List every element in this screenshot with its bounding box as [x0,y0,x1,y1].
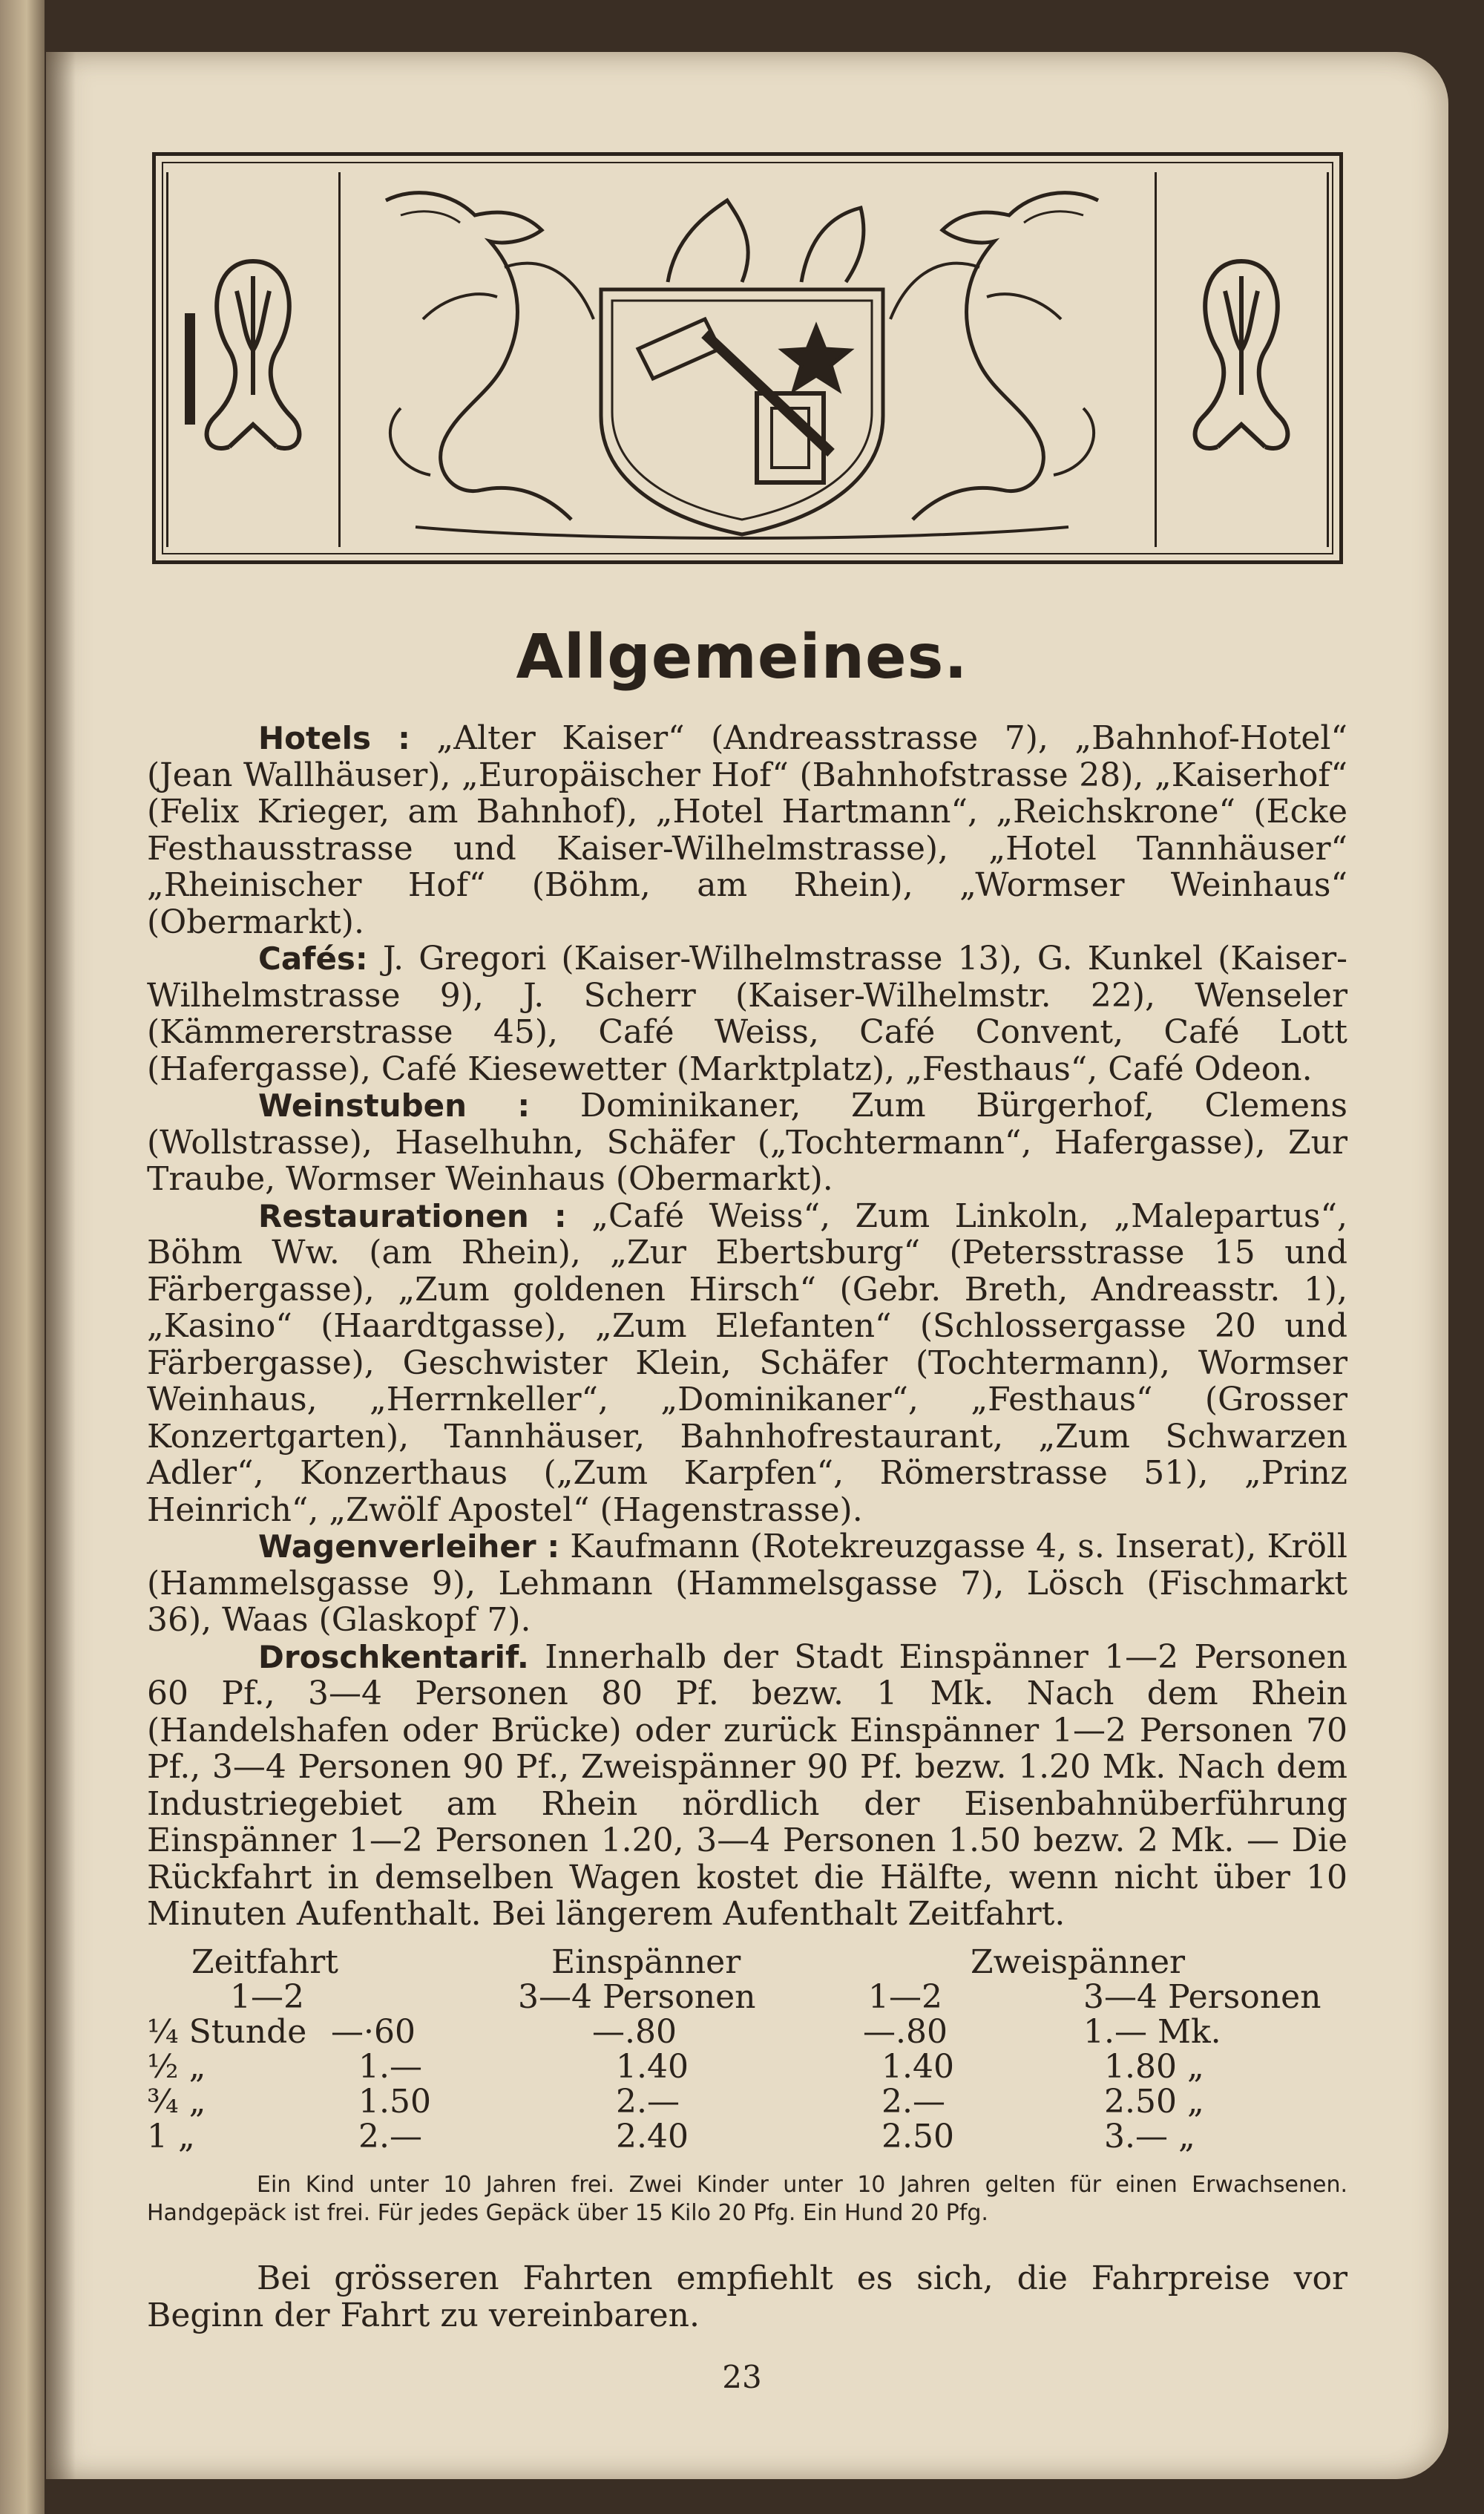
cell-z12: 2.50 [881,2118,954,2155]
cell-z12: —.80 [863,2013,948,2051]
section-droschkentarif [147,1639,1347,1933]
section-heading: Hotels : [258,720,410,756]
tariff-table [147,1945,1349,2154]
section-heading: Restaurationen : [258,1197,567,1234]
section-text: Kaufmann (Rotekreuzgasse 4, s. Inserat), Kröll (Hammelsgasse 9), Lehmann (Hammelsgasse 7), Lösch (Fischmarkt 36), Waas (Glaskopf 7). [147,1528,1347,1639]
cell-z12: 1.40 [881,2048,954,2086]
cell-z34: 2.50 „ [1104,2083,1204,2121]
col-header-z12: 1—2 [868,1978,942,2016]
cell-duration: ¼ Stunde [147,2013,307,2051]
col-header-zweispaenner: Zweispänner [971,1943,1186,1981]
section-wagenverleiher [147,1528,1347,1639]
cell-e12: 1.50 [358,2083,431,2121]
closing-text: Bei grösseren Fahrten empfiehlt es sich, die Fahrpreise vor Beginn der Fahrt zu vereinbaren. [147,2259,1347,2334]
page-number: 23 [722,2359,762,2395]
col-header-einspaenner: Einspänner [551,1943,741,1981]
ornament-panel-right [1155,172,1329,547]
col-header-e34: 3—4 Personen [518,1978,756,2016]
tariff-note-text: Ein Kind unter 10 Jahren frei. Zwei Kinder unter 10 Jahren gelten für einen Erwachsenen. Handgepäck ist frei. Für jedes Gepäck über 15 Kilo 20 Pfg. Ein Hund 20 Pfg. [147,2172,1347,2226]
cell-duration: 1 „ [147,2118,195,2155]
dragon-crest-icon [356,171,1128,549]
floral-ornament-icon [185,246,322,469]
col-header-zeitfahrt: Zeitfahrt [191,1943,338,1981]
section-text: „Alter Kaiser“ (Andreasstrasse 7), „Bahnhof-Hotel“ (Jean Wallhäuser), „Europäischer Hof“ (Bahnhofstrasse 28), „Kaiserhof“ (Felix Krieger, am Bahnhof), „Hotel Hartmann“, „Reichskrone“ (Ecke Festhausstrasse und Kaiser-Wilhelmstrasse), „Hotel Tannhäuser“ „Rheinischer Hof“ (Böhm, am Rhein), „Wormser Weinhaus“ (Obermarkt). [147,719,1347,941]
cell-e12: —·60 [331,2013,416,2051]
cell-e12: 1.— [358,2048,422,2086]
section-text: J. Gregori (Kaiser-Wilhelmstrasse 13), G. Kunkel (Kaiser-Wilhelmstrasse 9), J. Scherr (Kaiser-Wilhelmstr. 22), Wenseler (Kämmererstrasse 45), Café Weiss, Café Convent, Café Lott (Hafergasse), Café Kiesewetter (Marktplatz), „Festhaus“, Café Odeon. [147,940,1347,1088]
table-row [147,2084,1349,2119]
table-row [147,2014,1349,2049]
ornament-panel-left [166,172,341,547]
cell-e12: 2.— [358,2118,422,2155]
tariff-note [147,2171,1347,2227]
cell-e34: 2.— [616,2083,680,2121]
floral-ornament-icon [1173,246,1310,469]
body-text [147,720,1347,1933]
cell-z34: 1.— Mk. [1083,2013,1221,2051]
tariff-header-row [147,1945,1349,1980]
header-ornament [152,152,1343,564]
cell-z12: 2.— [881,2083,945,2121]
cell-e34: 1.40 [616,2048,689,2086]
section-heading: Cafés: [258,940,368,977]
section-hotels [147,720,1347,940]
table-row [147,2049,1349,2084]
section-heading: Droschkentarif. [258,1638,529,1675]
page-gutter-shadow [46,52,76,2479]
cell-duration: ½ „ [147,2048,206,2086]
section-weinstuben [147,1087,1347,1198]
adjacent-page-edge [0,0,45,2514]
section-text: Innerhalb der Stadt Einspänner 1—2 Personen 60 Pf., 3—4 Personen 80 Pf. bezw. 1 Mk. Nach dem Rhein (Handelshafen oder Brücke) oder zurück Einspänner 1—2 Personen 70 Pf., 3—4 Personen 90 Pf., Zweispänner 90 Pf. bezw. 1.20 Mk. Nach dem Industriegebiet am Rhein nördlich der Eisenbahnüberführung Einspänner 1—2 Personen 1.20, 3—4 Personen 1.50 bezw. 2 Mk. — Die Rückfahrt in demselben Wagen kostet die Hälfte, wenn nicht über 10 Minuten Aufenthalt. Bei längerem Aufenthalt Zeitfahrt. [147,1637,1347,1933]
section-text: Dominikaner, Zum Bürgerhof, Clemens (Wollstrasse), Haselhuhn, Schäfer („Tochtermann“, Hafergasse), Zur Traube, Wormser Weinhaus (Obermarkt). [147,1087,1347,1198]
section-text: „Café Weiss“, Zum Linkoln, „Malepartus“, Böhm Ww. (am Rhein), „Zur Ebertsburg“ (Petersstrasse 15 und Färbergasse), „Zum goldenen Hirsch“ (Gebr. Breth, Andreasstr. 1), „Kasino“ (Haardtgasse), „Zum Elefanten“ (Schlossergasse 20 und Färbergasse), Geschwister Klein, Schäfer (Tochtermann), Wormser Weinhaus, „Herrnkeller“, „Dominikaner“, „Festhaus“ (Grosser Konzertgarten), Tannhäuser, Bahnhofrestaurant, „Zum Schwarzen Adler“, Konzerthaus („Zum Karpfen“, Römerstrasse 51), „Prinz Heinrich“, „Zwölf Apostel“ (Hagenstrasse). [147,1197,1347,1529]
section-cafes [147,940,1347,1087]
page-title: Allgemeines. [516,622,968,693]
tariff-subheader-row [147,1980,1349,2014]
col-header-z34: 3—4 Personen [1083,1978,1322,2016]
col-header-e12: 1—2 [230,1978,304,2016]
table-row [147,2119,1349,2154]
cell-z34: 3.— „ [1104,2118,1195,2155]
cell-e34: 2.40 [616,2118,689,2155]
closing-paragraph [147,2260,1347,2334]
section-restaurationen [147,1198,1347,1529]
section-heading: Wagenverleiher : [258,1528,560,1565]
cell-e34: —.80 [592,2013,677,2051]
cell-duration: ¾ „ [147,2083,206,2121]
section-heading: Weinstuben : [258,1087,531,1124]
cell-z34: 1.80 „ [1104,2048,1204,2086]
